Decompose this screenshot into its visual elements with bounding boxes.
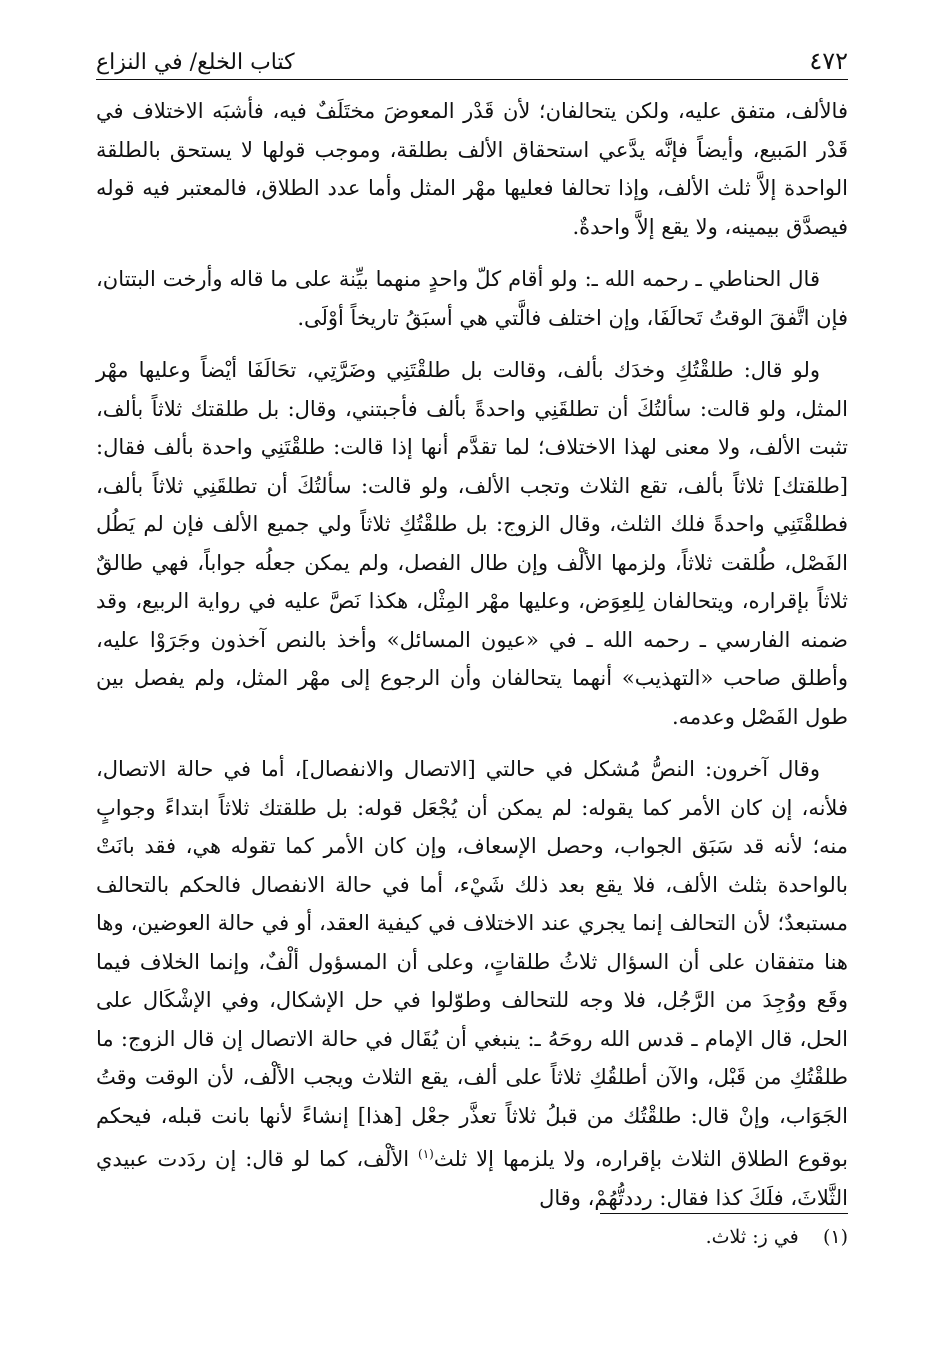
running-title: كتاب الخلع/ في النزاع bbox=[96, 50, 295, 75]
page-number: ٤٧٢ bbox=[809, 47, 848, 75]
footnote-reference[interactable]: (١) bbox=[418, 1147, 434, 1161]
paragraph: ولو قال: طلقْتُكِ وخدَك بألف، وقالت بل طلقْتَنِي وضَرَّتِي، تحَالَفَا أيْضاً وعليها مهْر المثل، ولو قالت: سألتُكَ أن تطلقَنِي واحدةً بألف فأجبتني، وقال: بل طلقتك ثلاثاً بألف، تثبت الألف، ولا معنى لهذا الاختلاف؛ لما تقدَّم أنها إذا قالت: طلقْتَنِي واحدة بألف فقال: [طلقتك] ثلاثاً بألف، تقع الثلاث وتجب الألف، ولو قالت: سألتُكَ أن تطلقَنِي ثلاثاً بألف، فطلقْتَنِي واحدةً فلك الثلث، وقال الزوج: بل طلقْتُكِ ثلاثاً ولي جميع الألف فإن لم يَطُل الفَصْل، طُلقت ثلاثاً، ولزمها الألْف وإن طال الفصل، ولم يمكن جعلُه جواباً، فهي طالقٌ ثلاثاً بإقراره، ويتحالفان لِلعِوَض، وعليها مهْر المِثْل، هكذا نَصَّ عليه في رواية الربيع، وقد ضمنه الفارسي ـ رحمه الله ـ في «عيون المسائل» وأخذ بالنص آخذون وجَرَوْا عليه، وأطلق صاحب «التهذيب» أنهما يتحالفان وأن الرجوع إلى مهْر المثل، ولم يفصل بين طول الفَصْل وعدمه. bbox=[96, 358, 849, 729]
paragraph bbox=[96, 750, 848, 1217]
paragraph-tail: الألْف، كما لو قال: إن ردَدت عبيدي الثَّلاثَ، فلَكَ كذا فقال: رددتُّهُمْ، وقال bbox=[96, 1147, 848, 1210]
main-text bbox=[96, 92, 848, 1231]
footnote bbox=[96, 1226, 848, 1248]
paragraph: قال الحناطي ـ رحمه الله ـ: ولو أقام كلّ واحدٍ منهما بيِّنة على ما قاله وأرخت البتتان، فإن اتَّفقَ الوقتُ تَحالَفَا، وإن اختلف فالَّتي هي أسبَقُ تاريخاً أوْلَى. bbox=[96, 267, 848, 330]
page-header bbox=[96, 36, 848, 80]
paragraph: فالألف، متفق عليه، ولكن يتحالفان؛ لأن قَدْر المعوضَ مختَلَفٌ فيه، فأشبَه الاختلاف في قَدْر المَبيع، وأيضاً فإنَّه يدَّعي استحقاق الألف بطلقة، وموجب قولها لا يستحق بالطلقة الواحدة إلاَّ ثلث الألف، وإذا تحالفا فعليها مهْر المثل وأما عدد الطلاق، فالمعتبر فيه قوله فيصدَّق بيمينه، ولا يقع إلاَّ واحدةٌ. bbox=[96, 99, 848, 239]
paragraph-body: وقال آخرون: النصُّ مُشكل في حالتي [الاتصال والانفصال]، أما في حالة الاتصال، فلأنه، إن كان الأمر كما يقوله: لم يمكن أن يُجْعَل قوله: بل طلقتك ثلاثاً ابتداءً وجوابٍ منه؛ لأنه قد سَبَق الجواب، وحصل الإسعاف، وإن كان الأمر كما تقوله هي، فقد بانَتْ بالواحدة بثلث الألف، فلا يقع بعد ذلك شَيْء، أما في حالة الانفصال فالحكم بالتحالف مستبعدٌ؛ لأن التحالف إنما يجري عند الاختلاف في كيفية العقد، أو في حالة العوضين، وها هنا متفقان على أن السؤال ثلاثُ طلقاتٍ، وعلى أن المسؤول ألْفٌ، وإنما الخلاف فيما وقَع ووُجِدَ من الرَّجُل، فلا وجه للتحالف وطوّلوا في حل الإشكال، وفي الإشْكَال على الحل، قال الإمام ـ قدس الله روحَهُ ـ: ينبغي أن يُقَال في حالة الاتصال إن قال الزوج: ما طلقْتُكِ من قَبْل، والآن أطلقُكِ ثلاثاً على ألف، يقع الثلاث ويجب الألْف، لأن الوقت وقتُ الجَوَاب، وإنْ قال: طلقْتُك من قبلُ ثلاثاً تعذَّر جعْل [هذا] إنشاءً لأنها بانت قبله، فيحكم بوقوع الطلاق الثلاث بإقراره، ولا يلزمها إلا ثلث bbox=[96, 757, 849, 1171]
footnote-text: في ز: ثلاث. bbox=[705, 1226, 799, 1248]
footnote-marker: (١) bbox=[822, 1226, 848, 1248]
footnote-divider bbox=[600, 1213, 848, 1214]
